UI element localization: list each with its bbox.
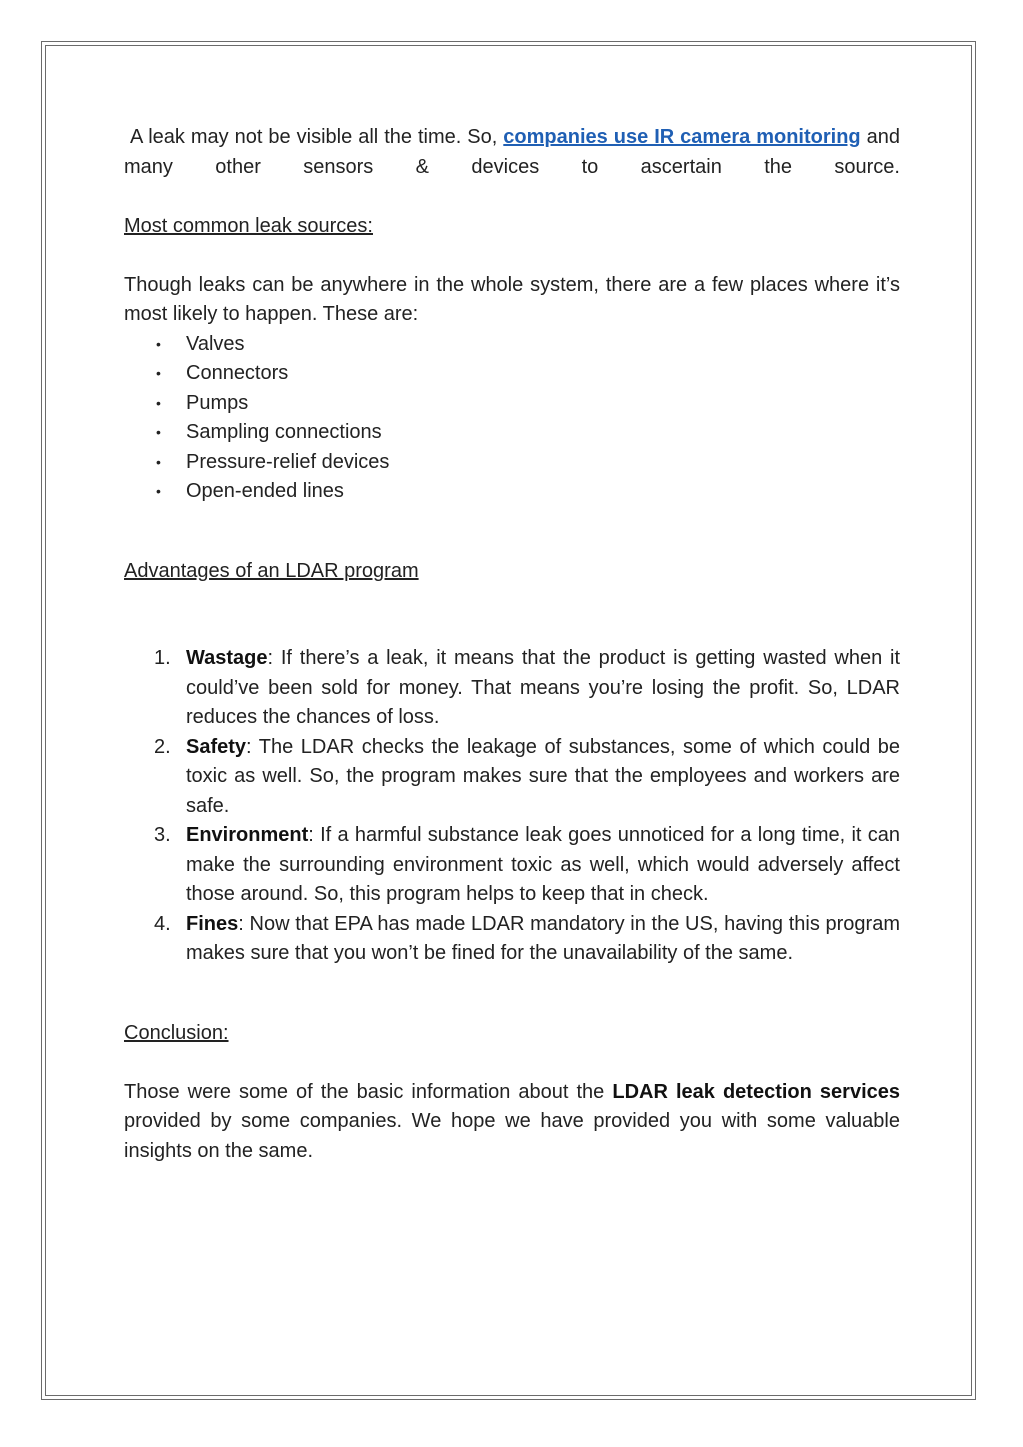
intro-text-after: and many other sensors & devices to ascertain the source. xyxy=(124,126,900,178)
conclusion-text-after: provided by some companies. We hope we have provided you with some valuable insights on the same. xyxy=(124,1110,900,1162)
list-number: 4. xyxy=(154,912,171,935)
bullet-icon: • xyxy=(156,394,161,411)
sources-paragraph: Though leaks can be anywhere in the whole system, there are a few places where it’s most likely to happen. These are: xyxy=(124,273,900,325)
conclusion-paragraph xyxy=(124,1078,900,1167)
advantage-text: : If a harmful substance leak goes unnoticed for a long time, it can make the surrounding environment toxic as well, which would adversely affect those around. So, this program helps to keep that in check. xyxy=(186,824,900,905)
bullet-icon: • xyxy=(156,365,161,381)
list-item-text: Valves xyxy=(186,332,245,355)
advantage-text: : If there’s a leak, it means that the product is getting wasted when it could’ve been sold for money. That means you’re losing the profit. So, LDAR reduces the chances of loss. xyxy=(186,647,900,728)
list-item-text: Open-ended lines xyxy=(186,480,344,502)
advantages-list xyxy=(124,644,900,969)
list-item-text: Pressure-relief devices xyxy=(186,450,390,473)
list-number: 3. xyxy=(154,824,171,846)
advantage-text: : The LDAR checks the leakage of substances, some of which could be toxic as well. So, the program makes sure that the employees and workers are safe. xyxy=(186,735,900,817)
advantages-heading: Advantages of an LDAR program xyxy=(124,559,419,582)
ir-camera-monitoring-link[interactable]: companies use IR camera monitoring xyxy=(503,126,861,148)
advantage-item-environment xyxy=(124,821,900,910)
advantage-item-wastage xyxy=(124,644,900,733)
list-item-text: Sampling connections xyxy=(186,421,382,443)
conclusion-bold-text: LDAR leak detection services xyxy=(612,1080,900,1103)
intro-text-before: A leak may not be visible all the time. So, xyxy=(130,126,504,148)
list-item xyxy=(124,477,900,507)
list-item xyxy=(124,330,900,360)
conclusion-text-before: Those were some of the basic information about the xyxy=(124,1080,613,1103)
sources-heading: Most common leak sources: xyxy=(124,214,373,237)
advantage-term: Wastage xyxy=(186,647,268,669)
list-item xyxy=(124,389,900,419)
document-body xyxy=(124,123,900,1166)
list-item xyxy=(124,418,900,448)
bullet-icon: • xyxy=(156,335,161,352)
list-number: 2. xyxy=(154,735,171,758)
sources-list xyxy=(124,330,900,507)
list-item xyxy=(124,359,900,389)
list-item xyxy=(124,448,900,478)
list-item-text: Connectors xyxy=(186,362,289,384)
advantage-item-fines xyxy=(124,910,900,969)
bullet-icon: • xyxy=(156,424,161,440)
intro-paragraph xyxy=(124,123,900,182)
conclusion-heading: Conclusion: xyxy=(124,1021,229,1044)
advantage-item-safety xyxy=(124,733,900,822)
list-item-text: Pumps xyxy=(186,391,249,414)
list-number: 1. xyxy=(154,647,171,669)
bullet-icon: • xyxy=(156,453,161,470)
advantage-term: Safety xyxy=(186,735,247,758)
advantage-term: Fines xyxy=(186,912,239,935)
advantage-text: : Now that EPA has made LDAR mandatory in the US, having this program makes sure that you won’t be fined for the unavailability of the same. xyxy=(186,912,900,964)
advantage-term: Environment xyxy=(186,824,309,846)
bullet-icon: • xyxy=(156,483,161,499)
